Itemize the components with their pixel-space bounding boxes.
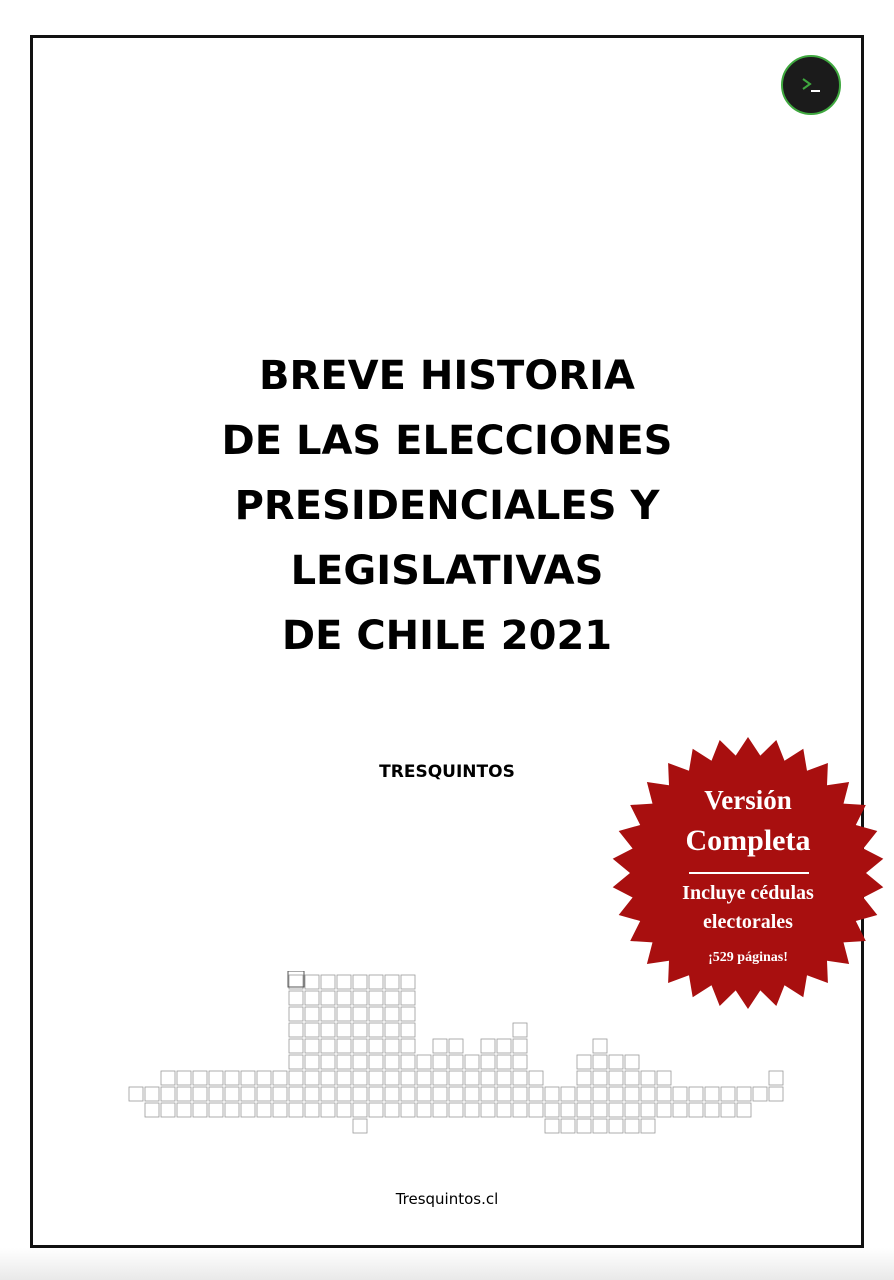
district-tile [625, 1055, 639, 1069]
district-tile [401, 991, 415, 1005]
district-tile [577, 1119, 591, 1133]
district-tile [465, 1071, 479, 1085]
district-tile [609, 1071, 623, 1085]
title-line: DE CHILE 2021 [281, 613, 613, 659]
title-line: BREVE HISTORIA [259, 353, 635, 399]
district-tile [545, 1087, 559, 1101]
district-tile [689, 1087, 703, 1101]
seal-divider [689, 872, 809, 874]
district-tile [433, 1103, 447, 1117]
district-tile [337, 1103, 351, 1117]
district-tile [305, 1087, 319, 1101]
district-tile [577, 1087, 591, 1101]
district-tile [385, 1071, 399, 1085]
district-tile [401, 1103, 415, 1117]
district-tile [625, 1087, 639, 1101]
district-tile [417, 1087, 431, 1101]
district-tile [273, 1087, 287, 1101]
district-tile [753, 1087, 767, 1101]
district-tile [561, 1119, 575, 1133]
district-tile [369, 1071, 383, 1085]
district-tile [257, 1071, 271, 1085]
district-tile [545, 1103, 559, 1117]
district-tile [337, 1023, 351, 1037]
district-tile [673, 1103, 687, 1117]
district-tile [177, 1103, 191, 1117]
district-tile [321, 1039, 335, 1053]
district-tile [385, 1055, 399, 1069]
district-tile [193, 1087, 207, 1101]
district-tile [321, 975, 335, 989]
district-tile [449, 1087, 463, 1101]
district-tile [321, 991, 335, 1005]
district-tile [481, 1103, 495, 1117]
district-tile [401, 1039, 415, 1053]
district-tile [225, 1087, 239, 1101]
district-tile [417, 1055, 431, 1069]
district-tile [321, 1087, 335, 1101]
district-tile [609, 1087, 623, 1101]
district-tile [161, 1103, 175, 1117]
district-tile [369, 991, 383, 1005]
district-tile [385, 991, 399, 1005]
district-tile [337, 1055, 351, 1069]
district-tile [305, 1055, 319, 1069]
district-tile [641, 1103, 655, 1117]
district-tile [305, 1103, 319, 1117]
district-tile [465, 1055, 479, 1069]
seal-line-ballots: electorales [703, 911, 793, 933]
district-tile [497, 1055, 511, 1069]
district-tile [145, 1103, 159, 1117]
district-tile [289, 1023, 303, 1037]
district-tile [625, 1071, 639, 1085]
district-tile [481, 1055, 495, 1069]
district-tile [385, 975, 399, 989]
district-tile [385, 1103, 399, 1117]
district-tile [609, 1055, 623, 1069]
district-tile [721, 1087, 735, 1101]
district-tile [497, 1103, 511, 1117]
district-tile [577, 1055, 591, 1069]
version-seal-badge [610, 735, 886, 1011]
district-tile [337, 975, 351, 989]
district-tile [337, 1087, 351, 1101]
title-line: LEGISLATIVAS [290, 548, 604, 594]
district-tile [353, 1071, 367, 1085]
district-tile [689, 1103, 703, 1117]
district-tile [593, 1039, 607, 1053]
district-tile [273, 1071, 287, 1085]
district-tile [305, 991, 319, 1005]
seal-line-pages: ¡529 páginas! [708, 950, 788, 965]
district-tile [657, 1071, 671, 1085]
district-tile [225, 1103, 239, 1117]
district-tile [209, 1071, 223, 1085]
district-tile [337, 991, 351, 1005]
district-tile [737, 1087, 751, 1101]
book-title [33, 344, 861, 669]
district-tile [513, 1071, 527, 1085]
district-tile [721, 1103, 735, 1117]
district-tile [481, 1039, 495, 1053]
district-tile [593, 1119, 607, 1133]
district-tile [513, 1087, 527, 1101]
district-tile [209, 1103, 223, 1117]
district-tile [289, 1055, 303, 1069]
district-tile [417, 1103, 431, 1117]
district-tile [321, 1103, 335, 1117]
district-tile [369, 1087, 383, 1101]
district-tile [177, 1071, 191, 1085]
district-tile [161, 1087, 175, 1101]
district-tile [385, 1007, 399, 1021]
district-tile [737, 1103, 751, 1117]
book-cover [30, 35, 864, 1248]
district-tile [401, 1007, 415, 1021]
district-tile [369, 975, 383, 989]
district-tile [529, 1071, 543, 1085]
district-tile [353, 991, 367, 1005]
district-tile [513, 1103, 527, 1117]
district-tile [273, 1103, 287, 1117]
district-tile [385, 1039, 399, 1053]
district-tile [193, 1071, 207, 1085]
district-tile [497, 1087, 511, 1101]
district-tile [705, 1103, 719, 1117]
author-name: TRESQUINTOS [379, 762, 515, 782]
district-tile [353, 1103, 367, 1117]
district-tile [449, 1071, 463, 1085]
district-tile [593, 1055, 607, 1069]
district-tile [353, 1055, 367, 1069]
district-tile [513, 1055, 527, 1069]
district-tile [465, 1087, 479, 1101]
district-tile [385, 1023, 399, 1037]
title-line: PRESIDENCIALES Y [234, 483, 660, 529]
title-line: DE LAS ELECCIONES [221, 418, 673, 464]
district-tile [321, 1007, 335, 1021]
district-tile [513, 1039, 527, 1053]
district-tile [433, 1039, 447, 1053]
district-tile [401, 1055, 415, 1069]
district-tile [257, 1103, 271, 1117]
district-tile [593, 1103, 607, 1117]
district-tile [433, 1087, 447, 1101]
district-tile [545, 1119, 559, 1133]
district-tile [497, 1071, 511, 1085]
district-tile [593, 1071, 607, 1085]
district-tile [289, 1071, 303, 1085]
district-tile [337, 1071, 351, 1085]
district-tile [401, 1087, 415, 1101]
district-tile [465, 1103, 479, 1117]
district-tile [369, 1103, 383, 1117]
district-tile [769, 1087, 783, 1101]
district-tile [353, 1119, 367, 1133]
district-tile [401, 975, 415, 989]
district-tile [305, 1039, 319, 1053]
district-tile [369, 1039, 383, 1053]
district-tile [225, 1071, 239, 1085]
district-tile [449, 1055, 463, 1069]
district-tile [305, 1071, 319, 1085]
district-tile [289, 1087, 303, 1101]
district-tile [305, 975, 319, 989]
district-tile [641, 1087, 655, 1101]
district-tile [369, 1023, 383, 1037]
district-tile [305, 1007, 319, 1021]
district-tile [369, 1055, 383, 1069]
seal-line-includes: Incluye cédulas [682, 882, 814, 904]
district-tile [577, 1071, 591, 1085]
district-tile [177, 1087, 191, 1101]
district-tile [433, 1055, 447, 1069]
district-tile [625, 1119, 639, 1133]
district-tile [209, 1087, 223, 1101]
district-tile [401, 1023, 415, 1037]
district-tile [321, 1055, 335, 1069]
district-tile [257, 1087, 271, 1101]
district-tile [641, 1071, 655, 1085]
district-tile [481, 1087, 495, 1101]
district-tile [513, 1023, 527, 1037]
district-tile [657, 1103, 671, 1117]
district-tile [673, 1087, 687, 1101]
district-tile [129, 1087, 143, 1101]
terminal-prompt-icon [781, 55, 841, 115]
district-tile [161, 1071, 175, 1085]
district-tile [433, 1071, 447, 1085]
district-tile [241, 1103, 255, 1117]
district-tile [241, 1071, 255, 1085]
district-tile [369, 1007, 383, 1021]
district-tile [305, 1023, 319, 1037]
district-tile [289, 1007, 303, 1021]
district-tile [353, 975, 367, 989]
district-tile [481, 1071, 495, 1085]
seal-line-version: Versión [704, 785, 792, 815]
district-tile [401, 1071, 415, 1085]
district-tile [385, 1087, 399, 1101]
district-tile [289, 991, 303, 1005]
district-tile [529, 1103, 543, 1117]
district-tile [353, 1023, 367, 1037]
district-tile [497, 1039, 511, 1053]
district-tile [625, 1103, 639, 1117]
district-tile [289, 1039, 303, 1053]
district-tile [353, 1087, 367, 1101]
district-tile [241, 1087, 255, 1101]
district-tile [449, 1039, 463, 1053]
district-tile [337, 1007, 351, 1021]
district-tile [609, 1103, 623, 1117]
district-tile [657, 1087, 671, 1101]
district-tile [593, 1087, 607, 1101]
district-tile [193, 1103, 207, 1117]
district-tile [321, 1071, 335, 1085]
district-tile [705, 1087, 719, 1101]
district-tile [529, 1087, 543, 1101]
district-tile [449, 1103, 463, 1117]
district-tile [561, 1087, 575, 1101]
district-tile [609, 1119, 623, 1133]
district-tile [417, 1071, 431, 1085]
district-tile [353, 1039, 367, 1053]
district-tile [145, 1087, 159, 1101]
district-tile [769, 1071, 783, 1085]
district-tile [561, 1103, 575, 1117]
district-tile [289, 1103, 303, 1117]
district-tile [321, 1023, 335, 1037]
district-tile [353, 1007, 367, 1021]
district-tile [337, 1039, 351, 1053]
district-tile [577, 1103, 591, 1117]
district-tile [288, 971, 304, 987]
seal-line-complete: Completa [685, 824, 811, 857]
district-tile [641, 1119, 655, 1133]
website-url: Tresquintos.cl [395, 1190, 499, 1208]
